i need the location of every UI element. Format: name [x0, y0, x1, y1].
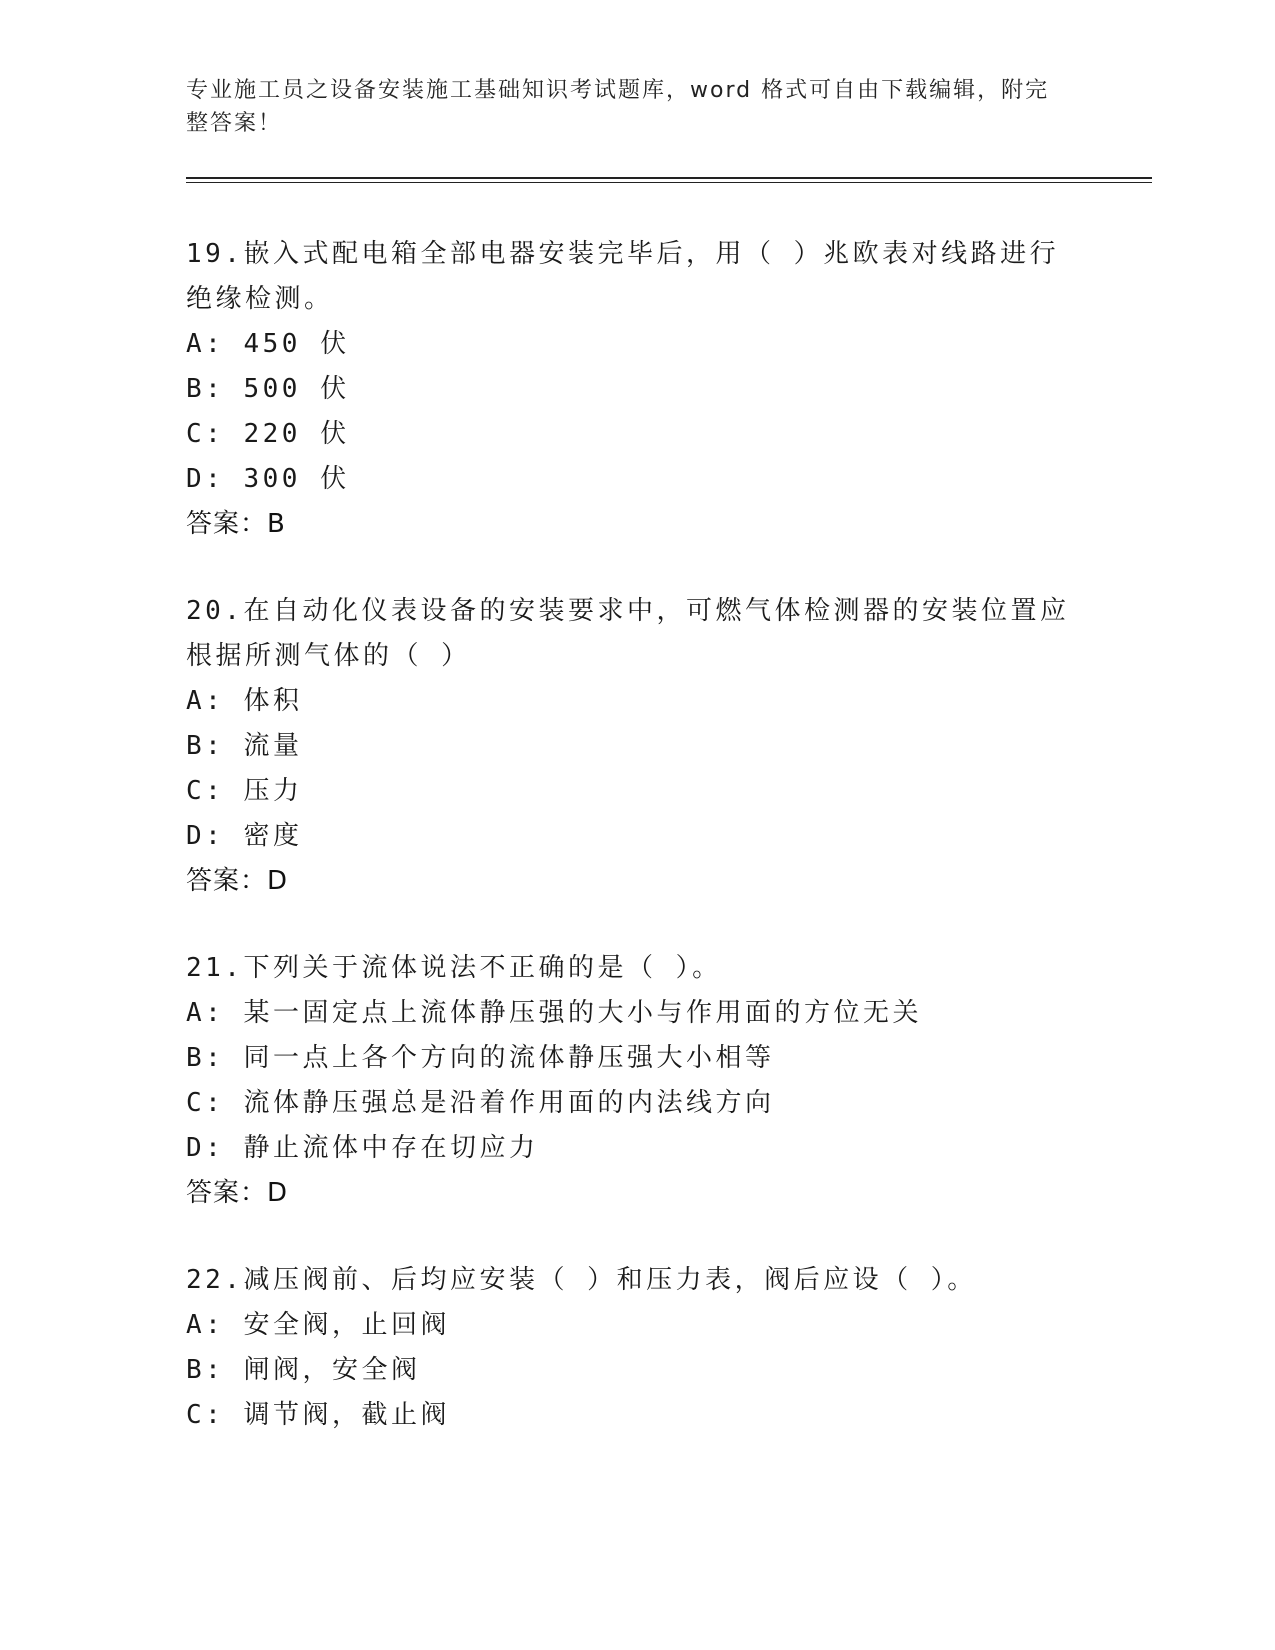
option-b: B: 同一点上各个方向的流体静压强大小相等 [186, 1043, 775, 1073]
question-stem: 21.下列关于流体说法不正确的是（ ）。 [186, 953, 722, 983]
option-d: D: 静止流体中存在切应力 [186, 1133, 539, 1163]
question-stem: 19.嵌入式配电箱全部电器安装完毕后，用（ ）兆欧表对线路进行绝缘检测。 [186, 239, 1060, 314]
option-d: D: 密度 [186, 821, 303, 851]
option-b: B: 闸阀，安全阀 [186, 1355, 421, 1385]
question-list [186, 232, 1086, 1480]
option-c: C: 流体静压强总是沿着作用面的内法线方向 [186, 1088, 775, 1118]
option-c: C: 调节阀，截止阀 [186, 1400, 450, 1430]
question-20 [186, 589, 1086, 904]
header-line-1: 专业施工员之设备安装施工基础知识考试题库，word 格式可自由下载编辑，附完 [186, 78, 1050, 103]
option-b: B: 流量 [186, 731, 303, 761]
header-divider-secondary [186, 182, 1152, 183]
document-header [186, 74, 1066, 140]
option-c: C: 220 伏 [186, 419, 350, 449]
answer-line: 答案：D [186, 1178, 289, 1208]
question-stem: 20.在自动化仪表设备的安装要求中，可燃气体检测器的安装位置应根据所测气体的（ ） [186, 596, 1070, 671]
option-a: A: 体积 [186, 686, 303, 716]
header-divider [186, 177, 1152, 179]
question-19 [186, 232, 1086, 547]
option-d: D: 300 伏 [186, 464, 350, 494]
header-line-2: 整答案！ [186, 111, 283, 136]
question-22 [186, 1258, 1086, 1438]
answer-line: 答案：B [186, 509, 286, 539]
option-b: B: 500 伏 [186, 374, 350, 404]
question-stem: 22.减压阀前、后均应安装（ ）和压力表，阀后应设（ ）。 [186, 1265, 977, 1295]
option-c: C: 压力 [186, 776, 303, 806]
option-a: A: 450 伏 [186, 329, 350, 359]
option-a: A: 某一固定点上流体静压强的大小与作用面的方位无关 [186, 998, 922, 1028]
option-a: A: 安全阀，止回阀 [186, 1310, 450, 1340]
answer-line: 答案：D [186, 866, 289, 896]
question-21 [186, 946, 1086, 1216]
